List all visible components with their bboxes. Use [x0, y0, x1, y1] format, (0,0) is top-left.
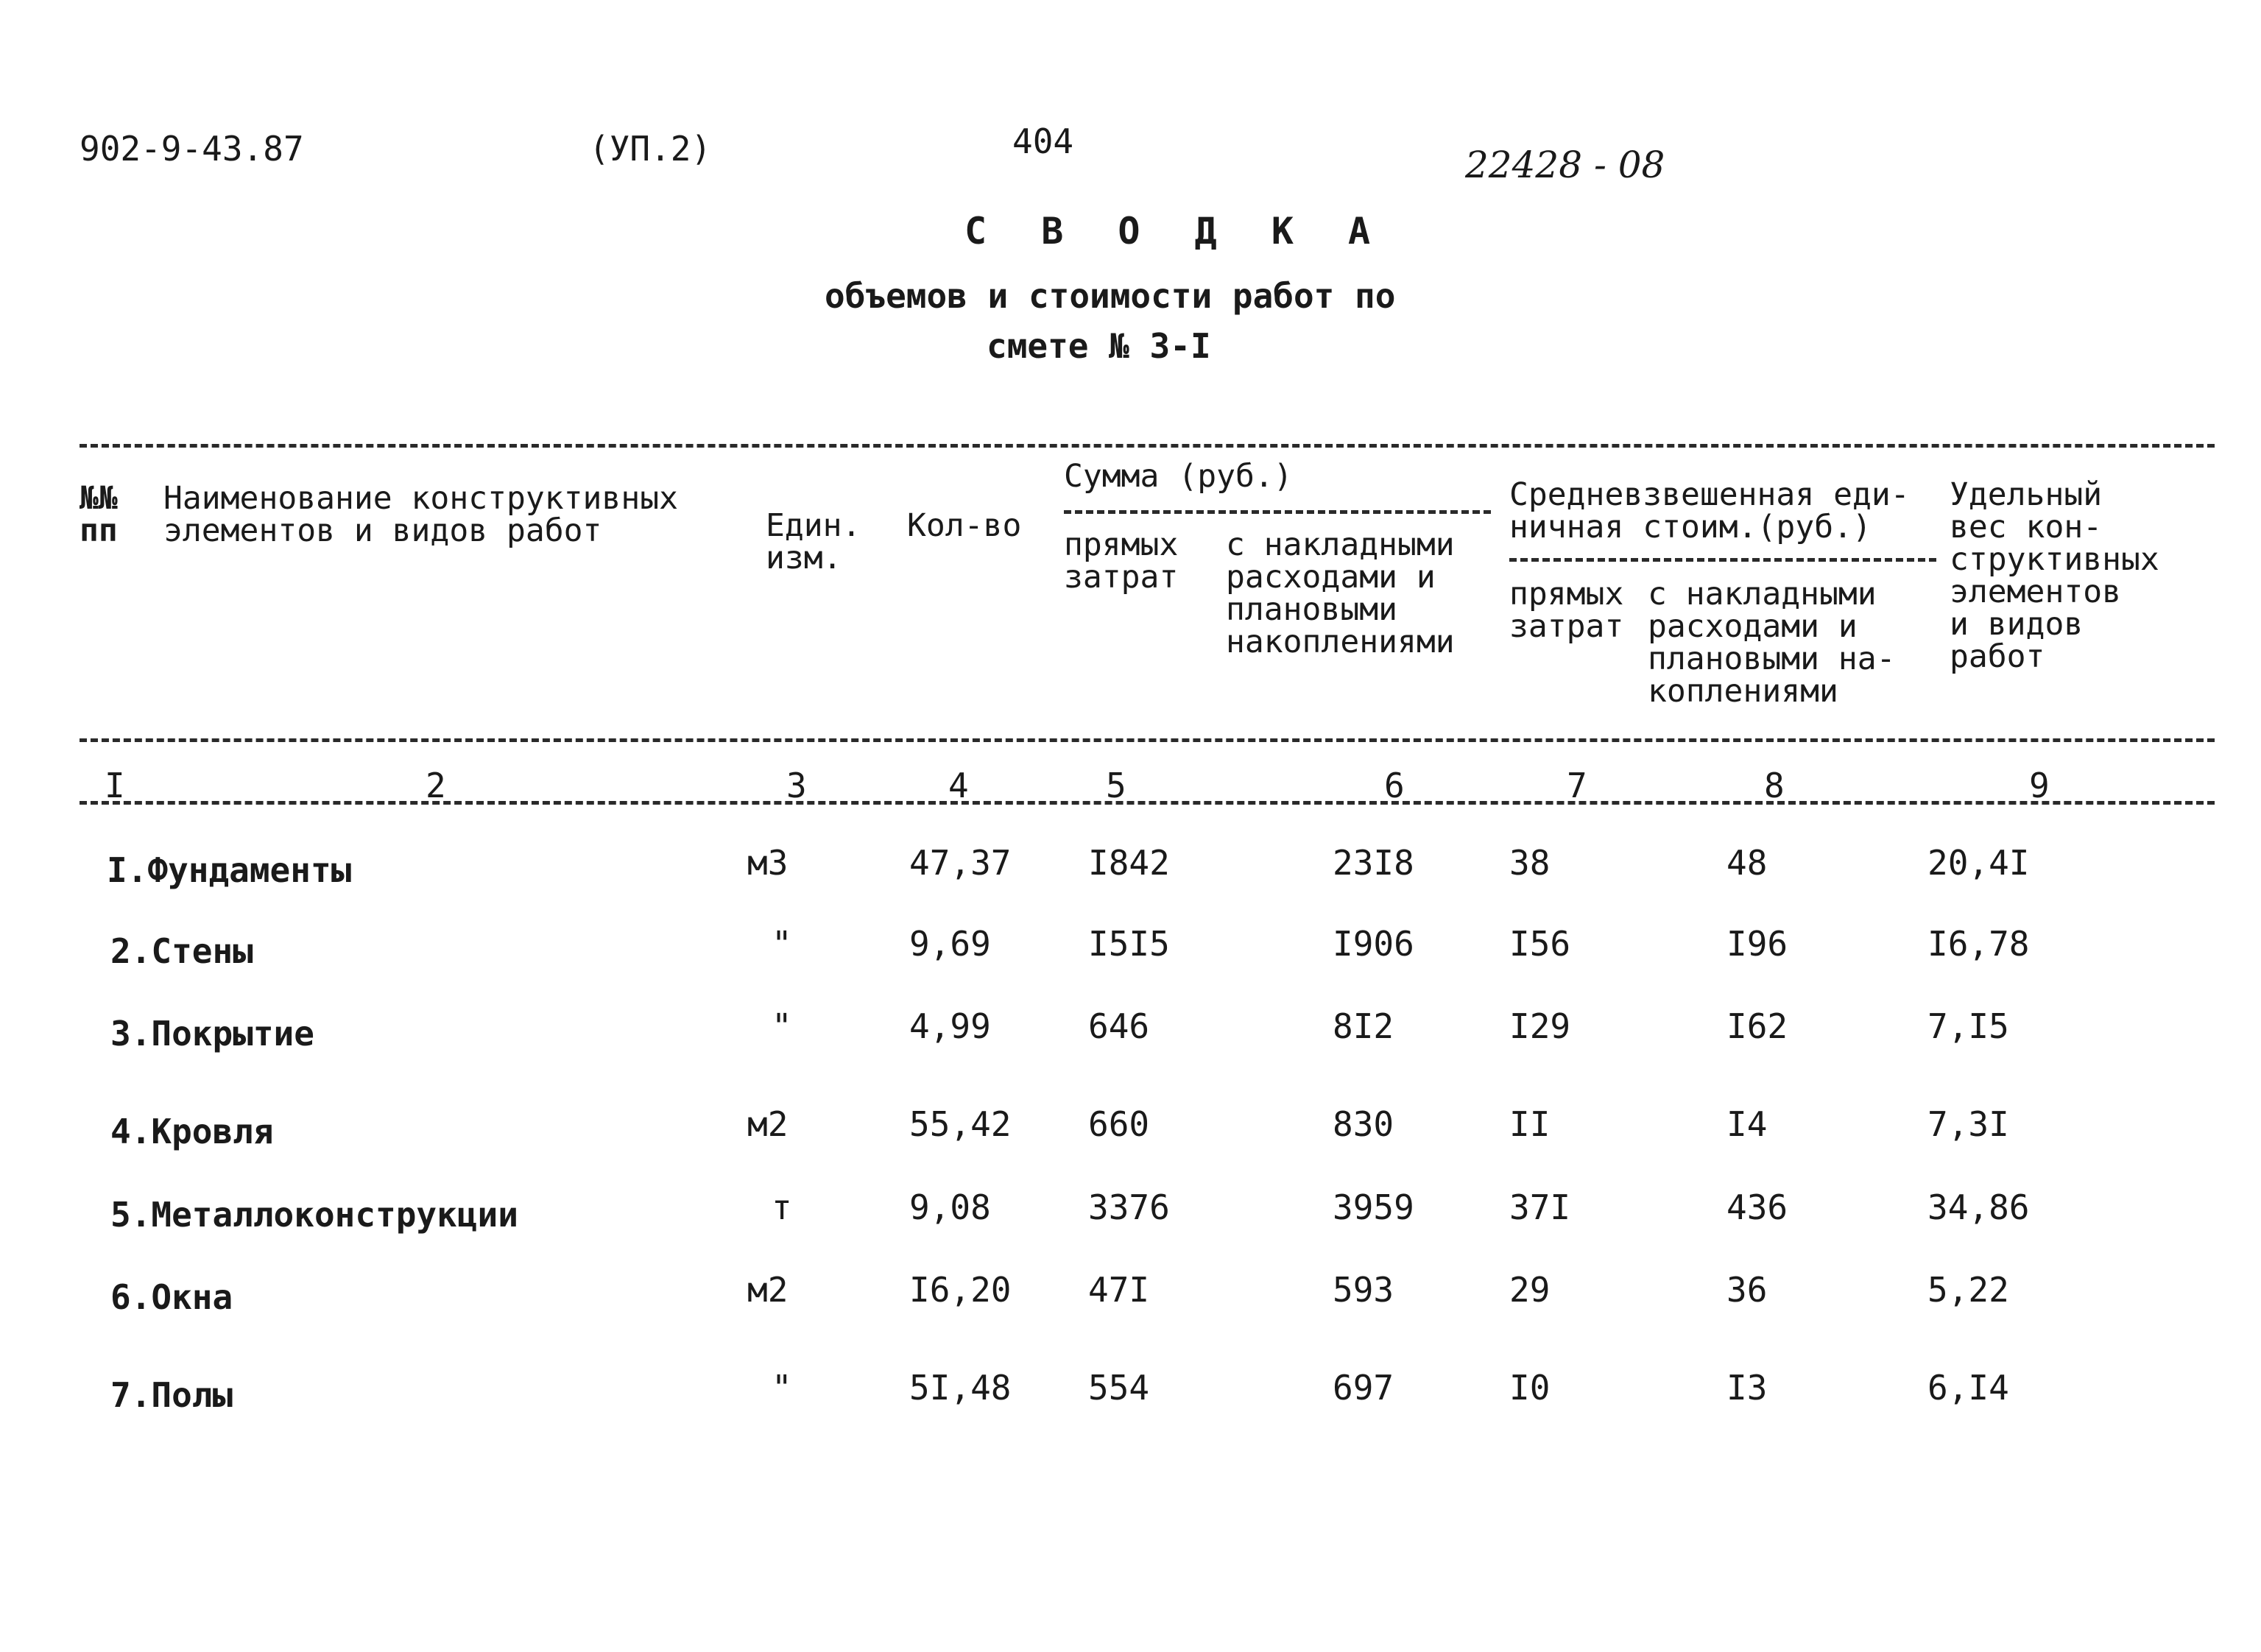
row-sum-overhead: I906: [1333, 924, 1414, 964]
row-unit: ": [772, 924, 792, 964]
row-quantity: 9,08: [909, 1187, 991, 1227]
row-specific-weight: 5,22: [1927, 1270, 2009, 1310]
header-quantity: Кол-во: [907, 507, 1022, 544]
row-sum-direct: I842: [1088, 843, 1170, 883]
document-code: 902-9-43.87: [80, 129, 304, 169]
row-specific-weight: 20,4I: [1927, 843, 2030, 883]
handwritten-stamp-number: 22428 - 08: [1465, 144, 1665, 186]
header-specific-weight: Удельный вес кон- структивных элементов и видов работ: [1950, 476, 2159, 675]
header-avg-group: Средневзвешенная еди- ничная стоим.(руб.): [1509, 476, 1910, 546]
column-number-7: 7: [1567, 766, 1587, 805]
row-avg-direct: 37I: [1509, 1187, 1571, 1227]
column-number-2: 2: [426, 766, 446, 805]
row-sum-overhead: 8I2: [1333, 1006, 1394, 1046]
header-avg-direct: прямых затрат: [1509, 576, 1624, 645]
column-number-8: 8: [1764, 766, 1785, 805]
document-title: С В О Д К А: [964, 210, 1387, 253]
header-unit: Един. изм.: [766, 507, 861, 576]
row-avg-overhead: I62: [1726, 1006, 1788, 1046]
row-specific-weight: I6,78: [1927, 924, 2030, 964]
header-sum-direct: прямых затрат: [1064, 526, 1179, 596]
row-quantity: 9,69: [909, 924, 991, 964]
header-name: Наименование конструктивных элементов и видов работ: [163, 480, 678, 549]
row-name: I.Фундаменты: [107, 850, 352, 890]
row-avg-overhead: I4: [1726, 1104, 1768, 1144]
row-avg-overhead: I96: [1726, 924, 1788, 964]
row-unit: м3: [747, 843, 789, 883]
row-unit: т: [772, 1187, 792, 1227]
header-bottom-rule: [80, 738, 2215, 742]
row-avg-direct: I56: [1509, 924, 1571, 964]
album-label: (УП.2): [589, 129, 712, 169]
row-unit: ": [772, 1006, 792, 1046]
row-unit: м2: [747, 1104, 789, 1144]
row-sum-direct: 660: [1088, 1104, 1150, 1144]
header-sum-overhead: с накладными расходами и плановыми накоплениями: [1226, 526, 1455, 660]
row-sum-direct: 646: [1088, 1006, 1150, 1046]
row-quantity: 47,37: [909, 843, 1012, 883]
sum-group-rule: [1064, 510, 1491, 514]
column-number-6: 6: [1384, 766, 1405, 805]
row-sum-direct: 554: [1088, 1368, 1150, 1408]
row-avg-direct: 29: [1509, 1270, 1551, 1310]
column-number-3: 3: [786, 766, 807, 805]
row-avg-direct: II: [1509, 1104, 1551, 1144]
row-sum-direct: 47I: [1088, 1270, 1150, 1310]
column-number-4: 4: [948, 766, 969, 805]
column-number-5: 5: [1106, 766, 1126, 805]
table-top-rule: [80, 444, 2215, 448]
row-avg-direct: I0: [1509, 1368, 1551, 1408]
document-subtitle-line1: объемов и стоимости работ по: [825, 276, 1396, 316]
row-unit: м2: [747, 1270, 789, 1310]
row-avg-overhead: 436: [1726, 1187, 1788, 1227]
page-number: 404: [1012, 121, 1074, 161]
row-name: 6.Окна: [110, 1277, 233, 1317]
row-sum-direct: I5I5: [1088, 924, 1170, 964]
header-avg-overhead: с накладными расходами и плановыми на- коплениями: [1648, 576, 1896, 710]
row-specific-weight: 7,I5: [1927, 1006, 2009, 1046]
row-sum-overhead: 697: [1333, 1368, 1394, 1408]
header-sum-group: Сумма (руб.): [1064, 458, 1293, 495]
row-sum-overhead: 23I8: [1333, 843, 1414, 883]
row-specific-weight: 7,3I: [1927, 1104, 2009, 1144]
row-avg-direct: I29: [1509, 1006, 1571, 1046]
row-quantity: 4,99: [909, 1006, 991, 1046]
row-name: 4.Кровля: [110, 1112, 274, 1151]
row-quantity: 55,42: [909, 1104, 1012, 1144]
row-sum-overhead: 593: [1333, 1270, 1394, 1310]
column-number-9: 9: [2029, 766, 2050, 805]
row-name: 2.Стены: [110, 931, 253, 971]
header-row-number: №№ пп: [80, 480, 118, 549]
row-sum-overhead: 830: [1333, 1104, 1394, 1144]
row-avg-overhead: 48: [1726, 843, 1768, 883]
row-avg-direct: 38: [1509, 843, 1551, 883]
row-quantity: 5I,48: [909, 1368, 1012, 1408]
row-name: 5.Металлоконструкции: [110, 1195, 518, 1235]
row-name: 3.Покрытие: [110, 1014, 314, 1053]
row-quantity: I6,20: [909, 1270, 1012, 1310]
row-avg-overhead: I3: [1726, 1368, 1768, 1408]
document-subtitle-line2: смете № 3-I: [987, 326, 1211, 366]
row-sum-overhead: 3959: [1333, 1187, 1414, 1227]
row-avg-overhead: 36: [1726, 1270, 1768, 1310]
row-unit: ": [772, 1368, 792, 1408]
column-numbers-rule: [80, 801, 2215, 805]
row-name: 7.Полы: [110, 1375, 233, 1415]
row-specific-weight: 6,I4: [1927, 1368, 2009, 1408]
row-sum-direct: 3376: [1088, 1187, 1170, 1227]
column-number-1: I: [105, 766, 125, 805]
avg-group-rule: [1509, 558, 1936, 562]
row-specific-weight: 34,86: [1927, 1187, 2030, 1227]
